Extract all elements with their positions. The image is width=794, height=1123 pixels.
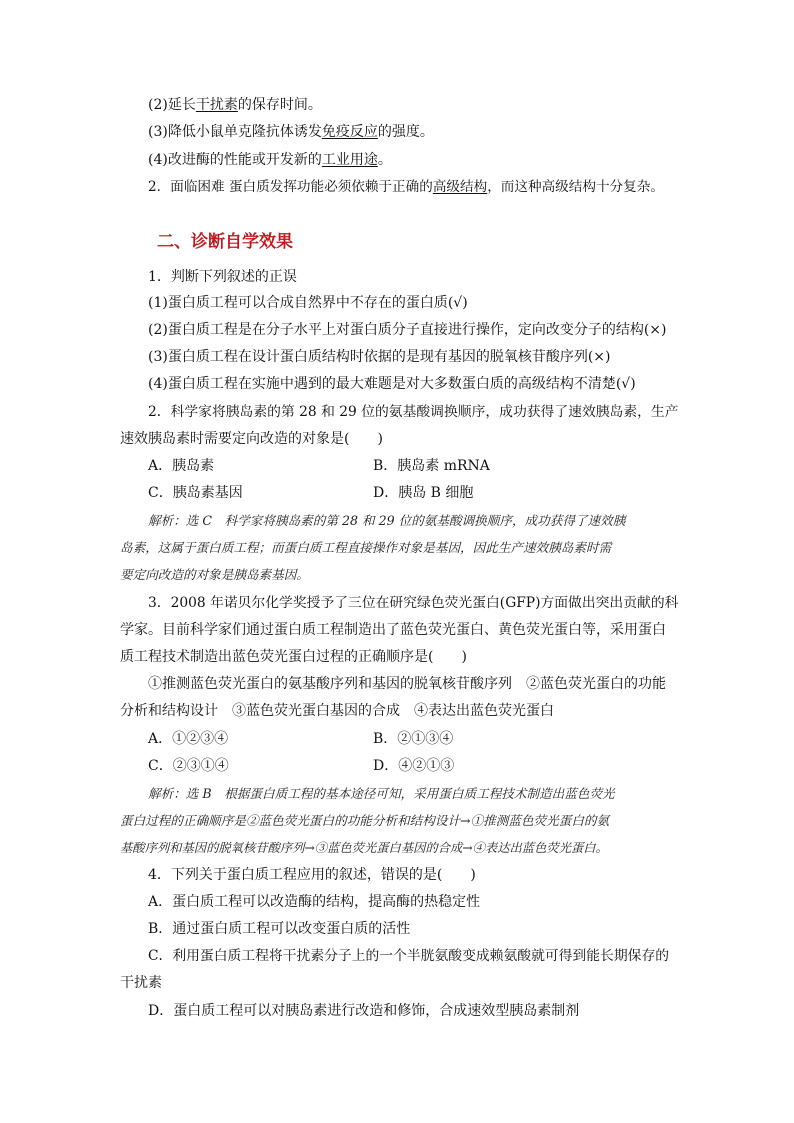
q3-explanation-line-3: 基酸序列和基因的脱氧核苷酸序列→③蓝色荧光蛋白基因的合成→④表达出蓝色荧光蛋白。: [120, 841, 608, 855]
q4-option-b: B．通过蛋白质工程可以改变蛋白质的活性: [148, 921, 411, 937]
q3-explanation-line-2: 蛋白过程的正确顺序是②蓝色荧光蛋白的功能分析和结构设计→①推测蓝色荧光蛋白的氨: [120, 813, 610, 828]
q3-stem-line-1: 3．2008 年诺贝尔化学奖授予了三位在研究绿色荧光蛋白(GFP)方面做出突出贡献的科: [148, 595, 679, 611]
q2-option-b: B．胰岛素 mRNA: [373, 458, 490, 474]
q1-item-1: (1)蛋白质工程可以合成自然界中不存在的蛋白质(√): [148, 295, 468, 311]
q2-explanation-line-3: 要定向改造的对象是胰岛素基因。: [120, 567, 309, 582]
q3-steps-line-1: ①推测蓝色荧光蛋白的氨基酸序列和基因的脱氧核苷酸序列 ②蓝色荧光蛋白的功能: [148, 676, 666, 692]
q3-steps-line-2: 分析和结构设计 ③蓝色荧光蛋白基因的合成 ④表达出蓝色荧光蛋白: [120, 703, 554, 719]
q3-option-a: A．①②③④: [148, 731, 229, 747]
q1-item-2: (2)蛋白质工程是在分子水平上对蛋白质分子直接进行操作，定向改变分子的结构(×): [148, 322, 667, 338]
intro-line-2: (2)延长干扰素的保存时间。: [148, 97, 322, 113]
q1-item-3: (3)蛋白质工程在设计蛋白质结构时依据的是现有基因的脱氧核苷酸序列(×): [148, 349, 611, 365]
q3-option-b: B．②①③④: [373, 731, 454, 747]
q2-stem-line-2: 速效胰岛素时需要定向改造的对象是( ): [120, 431, 383, 447]
intro-paragraph-2: 2．面临困难 蛋白质发挥功能必须依赖于正确的高级结构，而这种高级结构十分复杂。: [148, 179, 664, 195]
q4-option-d: D．蛋白质工程可以对胰岛素进行改造和修饰，合成速效型胰岛素制剂: [148, 1003, 580, 1019]
intro-line-3: (3)降低小鼠单克隆抗体诱发免疫反应的强度。: [148, 124, 434, 140]
q2-option-d: D．胰岛 B 细胞: [373, 485, 474, 501]
q4-option-c-line-2: 干扰素: [120, 975, 162, 991]
q1-item-4: (4)蛋白质工程在实施中遇到的最大难题是对大多数蛋白质的高级结构不清楚(√): [148, 376, 636, 392]
q2-stem-line-1: 2．科学家将胰岛素的第 28 和 29 位的氨基酸调换顺序，成功获得了速效胰岛素，生产: [148, 404, 679, 420]
q3-stem-line-3: 质工程技术制造出蓝色荧光蛋白过程的正确顺序是( ): [120, 649, 467, 665]
q3-option-d: D．④②①③: [373, 758, 455, 774]
section-title: 二、诊断自学效果: [157, 232, 293, 252]
q1-stem: 1．判断下列叙述的正误: [148, 269, 297, 285]
q3-stem-line-2: 学家。目前科学家们通过蛋白质工程制造出了蓝色荧光蛋白、黄色荧光蛋白等，采用蛋白: [120, 622, 666, 638]
q2-option-a: A．胰岛素: [148, 458, 215, 474]
q4-option-c-line-1: C．利用蛋白质工程将干扰素分子上的一个半胱氨酸变成赖氨酸就可得到能长期保存的: [148, 948, 670, 964]
q2-explanation-line-1: 解析：选 C 科学家将胰岛素的第 28 和 29 位的氨基酸调换顺序，成功获得了速效胰: [148, 513, 626, 528]
intro-line-4: (4)改进酶的性能或开发新的工业用途。: [148, 152, 392, 168]
q2-option-c: C．胰岛素基因: [148, 485, 243, 501]
q4-option-a: A．蛋白质工程可以改造酶的结构，提高酶的热稳定性: [148, 894, 481, 910]
q3-explanation-line-1: 解析：选 B 根据蛋白质工程的基本途径可知，采用蛋白质工程技术制造出蓝色荧光: [148, 786, 615, 801]
q4-stem: 4．下列关于蛋白质工程应用的叙述，错误的是( ): [148, 867, 476, 883]
q3-option-c: C．②③①④: [148, 758, 229, 774]
q2-explanation-line-2: 岛素，这属于蛋白质工程；而蛋白质工程直接操作对象是基因，因此生产速效胰岛素时需: [120, 540, 612, 555]
